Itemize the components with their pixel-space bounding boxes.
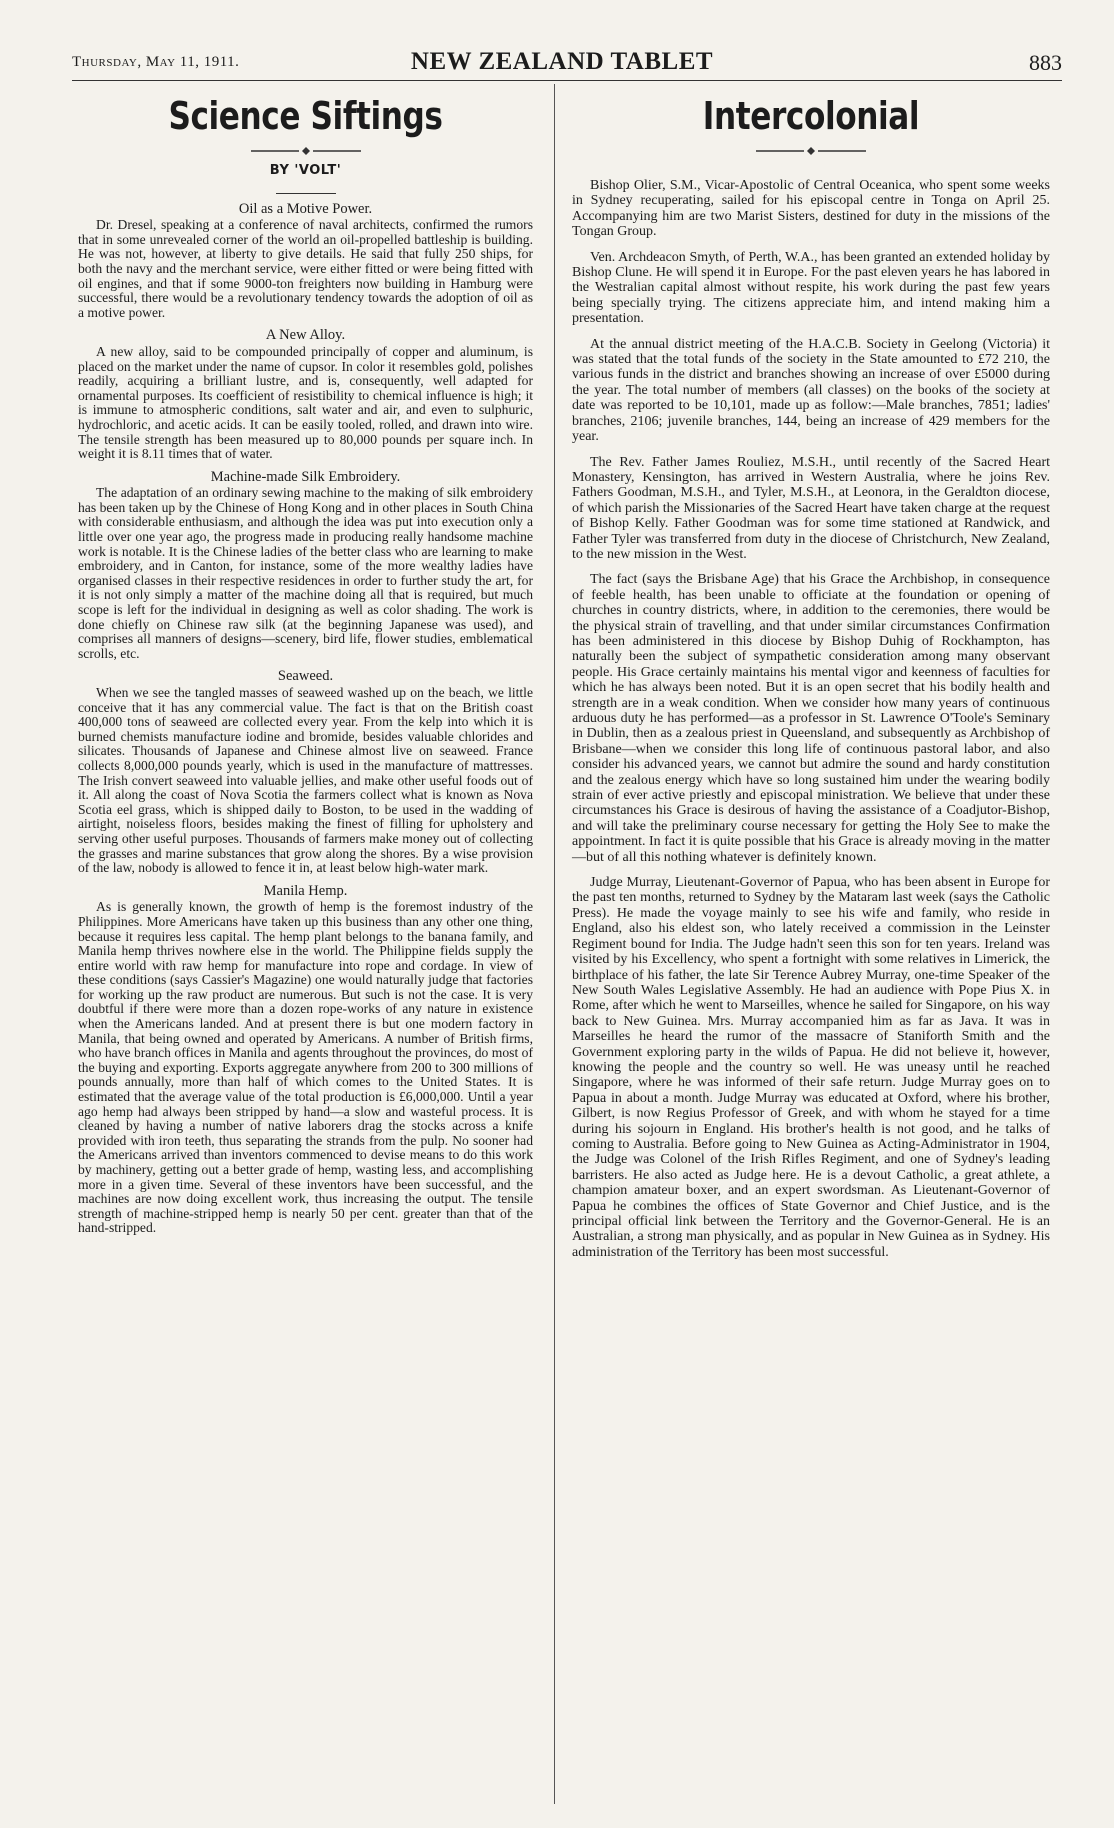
article-paragraph: The adaptation of an ordinary sewing machine to the making of silk embroidery has been taken up by the Chinese of Hong Kong and in other places in South China with considerable enthusiasm, and although the idea was put into execution only a little over one year ago, the progress made in producing really handsome machine work is notable. It is the Chinese ladies of the better class who are learning to make embroidery, and in Canton, for instance, some of the more wealthy ladies have organised classes in their respective residences in order to further study the art, for it is not only simply a matter of the machine doing all that is required, but much scope is left for the individual in designing as well as color shading. The work is done chiefly on Chinese raw silk (at the beginning Japanese was used), and comprises all manners of designs—scenery, bird life, flower studies, emblematical scrolls, etc. (78, 485, 533, 661)
article-paragraph: A new alloy, said to be compounded principally of copper and aluminum, is placed on the market under the name of cupsor. In color it resembles gold, polishes readily, acquiring a brilliant lustre, and is, consequently, well adapted for ornamental purposes. Its coefficient of resistibility to chemical influence is high; it is immune to atmospheric conditions, salt water and air, and even to sulphuric, hydrochloric, and acetic acids. It can be easily tooled, rolled, and drawn into wire. The tensile strength has been measured up to 80,000 pounds per square inch. In weight it is 8.11 times that of water. (78, 343, 533, 462)
page-header (72, 48, 1062, 78)
news-paragraph: Judge Murray, Lieutenant-Governor of Papua, who has been absent in Europe for the past ten months, returned to Sydney by the Mataram last week (says the Catholic Press). He made the voyage mainly to see his wife and family, who reside in England, also his eldest son, who lately received a commission in the Leinster Regiment bound for India. The Judge hadn't seen this son for ten years. Ireland was visited by his Excellency, who spent a fortnight with some relatives in Limerick, the birthplace of his father, the late Sir Terence Aubrey Murray, one-time Speaker of the New South Wales Legislative Assembly. He had an audience with Pope Pius X. in Rome, after which he went to Marseilles, whence he sailed for Singapore, on his way back to New Guinea. Mrs. Murray accompanied him as far as Java. It was in Marseilles he heard the rumor of the massacre of Staniforth Smith and the Government exploring party in the wilds of Papua. He did not believe it, however, knowing the people and the country so well. He was uneasy until he reached Singapore, where he was informed of their safe return. Judge Murray goes on to Papua in about a month. Judge Murray was educated at Oxford, where his brother, Gilbert, is now Regius Professor of Greek, and with whom he stayed for a time during his sojourn in England. His brother's health is not good, and he talks of coming to Australia. Before going to New Guinea as Acting-Administrator in 1904, the Judge was Colonel of the Irish Rifles Regiment, and one of Sydney's leading barristers. He also acted as Judge here. He is a devout Catholic, a great athlete, a champion amateur boxer, and an expert swordsman. As Lieutenant-Governor of Papua he combines the offices of State Governor and Chief Justice, and is the principal official link between the Territory and the Governor-General. He is an Australian, a strong man physically, and as popular in New Guinea as in Sydney. His administration of the Territory has been most successful. (572, 875, 1050, 1260)
issue-date: Thursday, May 11, 1911. (72, 54, 240, 70)
page-number: 883 (1029, 50, 1062, 75)
news-paragraph: The Rev. Father James Rouliez, M.S.H., until recently of the Sacred Heart Monastery, Kensington, has arrived in Western Australia, where he joins Rev. Fathers Goodman, M.S.H., and Tyler, M.S.H., at Leonora, in the Geraldton diocese, of which parish the Missionaries of the Sacred Heart have taken charge at the request of Bishop Kelly. Father Goodman was for some time stationed at Randwick, and Father Tyler was transferred from duty in the diocese of Christchurch, New Zealand, to the new mission in the West. (572, 454, 1050, 562)
byline-rule (276, 193, 336, 194)
column-divider (554, 84, 555, 1804)
news-paragraph: Ven. Archdeacon Smyth, of Perth, W.A., has been granted an extended holiday by Bishop Clune. He will spend it in Europe. For the past eleven years he has labored in the Westralian capital almost without respite, his work during the past few years being specially trying. The citizens appreciate him, and intend making him a presentation. (572, 249, 1050, 327)
subheading: Manila Hemp. (263, 882, 348, 899)
subheading: Machine-made Silk Embroidery. (210, 468, 401, 485)
science-siftings-title: Science Siftings (168, 94, 443, 138)
intercolonial-column (572, 92, 1050, 1270)
subheading: Seaweed. (277, 668, 334, 685)
ornament-divider-icon (756, 146, 866, 156)
intercolonial-title: Intercolonial (702, 94, 920, 138)
subheading: Oil as a Motive Power. (238, 200, 373, 217)
header-rule (72, 80, 1062, 81)
subheading: A New Alloy. (265, 327, 346, 344)
publication-title: NEW ZEALAND TABLET (410, 48, 714, 75)
news-paragraph: The fact (says the Brisbane Age) that his Grace the Archbishop, in consequence of feeble health, has been unable to officiate at the foundation or opening of churches in country districts, where, in addition to the ceremonies, there would be the physical strain of travelling, and that under similar circumstances Confirmation has been administered in this diocese by Bishop Duhig of Rockhampton, has naturally been the subject of sympathetic consideration among many observant people. His Grace certainly maintains his mental vigor and keenness of faculties for which he has always been noted. But it is an open secret that his bodily health and strength are in a weak condition. When we consider how many years of continuous arduous duty he has performed—as a professor in St. Lawrence O'Toole's Seminary in Dublin, then as a zealous priest in Queensland, and subsequently as Archbishop of Brisbane—when we consider this long life of continuous pastoral labor, and also consider his advanced years, we cannot but admire the sound and hardy constitution and the zealous energy which have so long sustained him under the wearing bodily strain of ever active priestly and episcopal ministration. We believe that under these circumstances his Grace is desirous of having the assistance of a Coadjutor-Bishop, and will take the preliminary course necessary for getting the Holy See to make the appointment. In fact it is quite possible that his Grace is already moving in the matter—but of all this nothing whatever is definitely known. (572, 572, 1050, 865)
article-paragraph: Dr. Dresel, speaking at a conference of naval architects, confirmed the rumors that in some unrevealed corner of the world an oil-propelled battleship is building. He was not, however, at liberty to give details. He said that fully 250 ships, for both the navy and the merchant service, were either fitted or were being fitted with oil engines, and that if some 9000-ton freighters now building in Hamburg were successful, there would be a revolutionary tendency towards the adoption of oil as a motive power. (78, 217, 533, 320)
news-paragraph: At the annual district meeting of the H.A.C.B. Society in Geelong (Victoria) it was stated that the total funds of the society in the State amounted to £72 210, the various funds in the district and branches showing an increase of over £5000 during the year. The total number of members (all classes) on the books of the society at date was reported to be 10,101, made up as follow:—Male branches, 7851; ladies' branches, 2106; juvenile branches, 144, being an increase of 429 members for the year. (572, 336, 1050, 445)
byline: BY 'VOLT' (269, 163, 342, 178)
article-paragraph: When we see the tangled masses of seaweed washed up on the beach, we little conceive that it has any commercial value. The fact is that on the British coast 400,000 tons of seaweed are collected every year. From the kelp into which it is burned chemists manufacture iodine and bromide, besides valuable chlorides and silicates. Thousands of Japanese and Chinese almost live on seaweed. France collects 8,000,000 pounds yearly, which is used in the manufacture of mattresses. The Irish convert seaweed into valuable jellies, and make other useful foods out of it. All along the coast of Nova Scotia the farmers collect what is known as Nova Scotia eel grass, which is shipped daily to Boston, to be used in the wadding of airtight, noiseless floors, besides making the finest of filling for upholstery and serving other useful purposes. Thousands of farmers make money out of collecting the grasses and marine substances that grow along the shores. By a wise provision of the law, nobody is allowed to fence it in, at least below high-water mark. (78, 685, 533, 876)
science-siftings-column (78, 92, 533, 1240)
ornament-divider-icon (251, 146, 361, 156)
article-paragraph: As is generally known, the growth of hemp is the foremost industry of the Philippines. More Americans have taken up this business than any other one thing, because it requires less capital. The hemp plant belongs to the banana family, and Manila hemp thrives nowhere else in the world. The Philippine fields supply the entire world with raw hemp for manufacture into rope and cordage. In view of these conditions (says Cassier's Magazine) one would naturally judge that factories for working up the raw product are numerous. But such is not the case. It is very doubtful if there were more than a dozen rope-works of any nature in existence when the Americans landed. And at present there is but one modern factory in Manila, that being owned and operated by Americans. A number of British firms, who have branch offices in Manila and agents throughout the provinces, do most of the buying and exporting. Exports aggregate anywhere from 200 to 300 millions of pounds annually, more than half of which comes to the United States. It is estimated that the average value of the total production is £6,000,000. Until a year ago hemp had always been stripped by hand—a slow and wasteful process. It is cleaned by having a number of native laborers drag the stocks across a knife provided with iron teeth, thus separating the strands from the pulp. No sooner had the Americans arrived than inventors commenced to devise means to do this work by machinery, getting out a better grade of hemp, wasting less, and accomplishing more in a given time. Several of these inventors have been successful, and the machines are now doing excellent work, thus increasing the output. The tensile strength of machine-stripped hemp is nearly 50 per cent. greater than that of the hand-stripped. (78, 899, 533, 1236)
news-paragraph: Bishop Olier, S.M., Vicar-Apostolic of Central Oceanica, who spent some weeks in Sydney recuperating, sailed for his episcopal centre in Tonga on April 25. Accompanying him are two Marist Sisters, destined for duty in the missions of the Tongan Group. (572, 178, 1050, 240)
